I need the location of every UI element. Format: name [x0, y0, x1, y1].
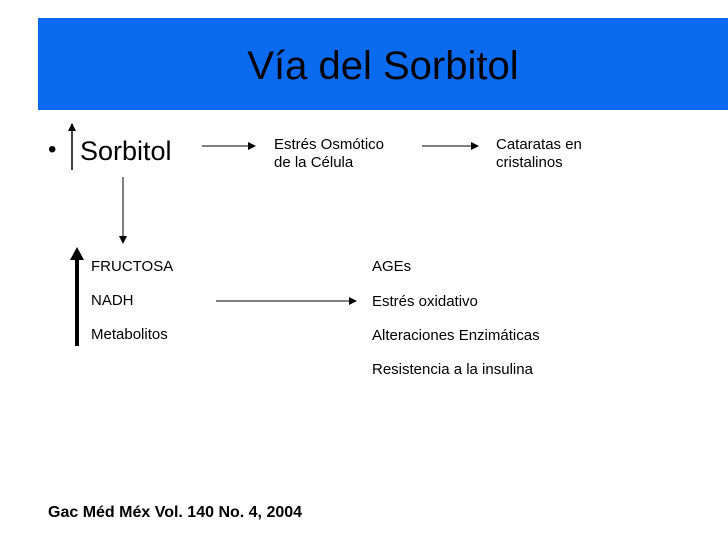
left-list-up-arrow-icon [70, 247, 84, 346]
left-list-item-nadh: NADH [91, 292, 134, 309]
sorbitol-label: Sorbitol [80, 136, 172, 166]
left-list-item-fructosa: FRUCTOSA [91, 258, 174, 275]
osmotic-stress-line2: de la Célula [274, 154, 354, 171]
osmotic-stress-line1: Estrés Osmótico [274, 136, 385, 153]
right-list-item-oxidative-stress: Estrés oxidativo [372, 293, 478, 310]
right-list-item-enzymatic-alterations: Alteraciones Enzimáticas [372, 327, 540, 344]
cataracts-line1: Cataratas en [496, 136, 582, 153]
right-list-item-ages: AGEs [372, 258, 412, 275]
right-list-item-insulin-resistance: Resistencia a la insulina [372, 361, 533, 378]
citation: Gac Méd Méx Vol. 140 No. 4, 2004 [48, 504, 303, 521]
left-list-item-metabolitos: Metabolitos [91, 326, 168, 343]
bullet-glyph: • [48, 136, 57, 163]
slide-title: Vía del Sorbitol [247, 44, 519, 88]
cataracts-line2: cristalinos [496, 154, 563, 171]
